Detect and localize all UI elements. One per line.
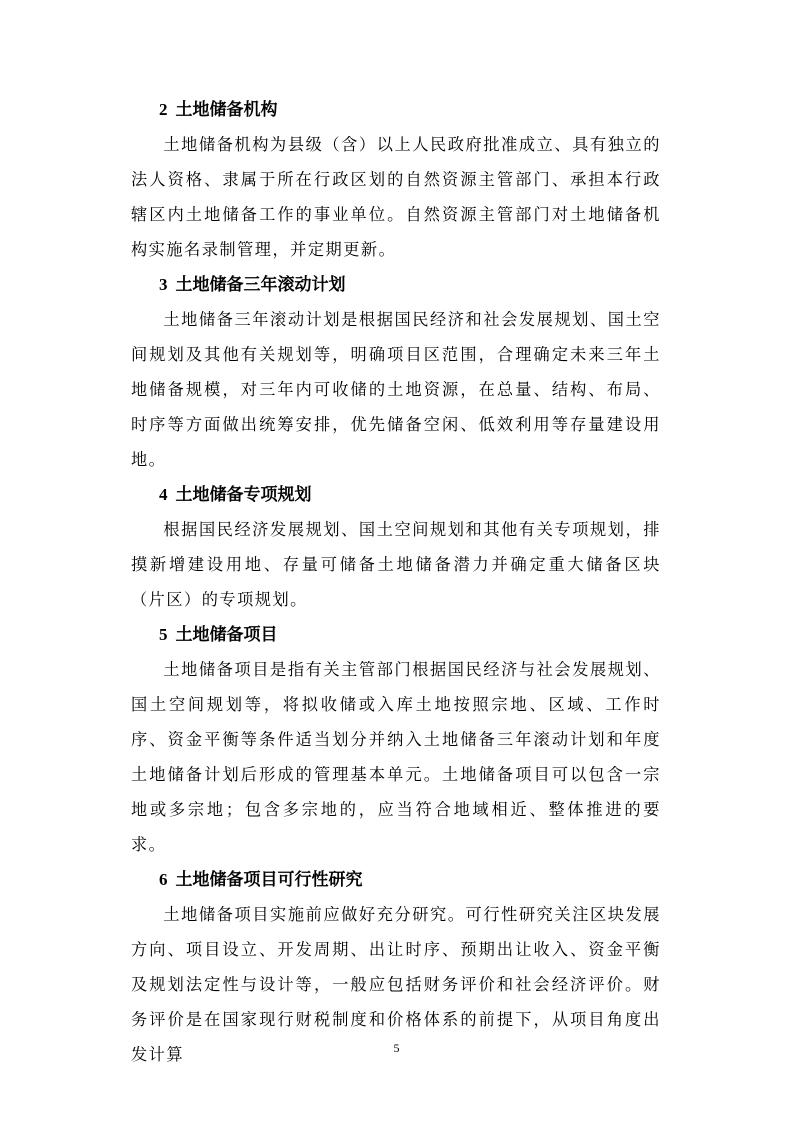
section-paragraph: 土地储备机构为县级（含）以上人民政府批准成立、具有独立的法人资格、隶属于所在行政区划的自然资源主管部门、承担本行政辖区内土地储备工作的事业单位。自然资源主管部门对土地储备机构实施名录制管理，并定期更新。	[131, 135, 661, 259]
section-title: 土地储备专项规划	[175, 485, 312, 505]
document-body	[131, 92, 661, 1072]
section-paragraph: 土地储备三年滚动计划是根据国民经济和社会发展规划、国土空间规划及其他有关规划等，明确项目区范围，合理确定未来三年土地储备规模，对三年内可收储的土地资源，在总量、结构、布局、时序等方面做出统筹安排，优先储备空闲、低效利用等存量建设用地。	[131, 310, 661, 469]
section-title: 土地储备项目	[175, 625, 278, 645]
section-heading-4	[131, 477, 661, 512]
section-number: 2	[159, 100, 168, 119]
section-title: 土地储备机构	[175, 100, 278, 120]
section-paragraph: 土地储备项目是指有关主管部门根据国民经济与社会发展规划、国土空间规划等，将拟收储或入库土地按照宗地、区域、工作时序、资金平衡等条件适当划分并纳入土地储备三年滚动计划和年度土地储备计划后形成的管理基本单元。土地储备项目可以包含一宗地或多宗地；包含多宗地的，应当符合地域相近、整体推进的要求。	[131, 660, 661, 854]
section-number: 6	[159, 870, 168, 889]
section-number: 3	[159, 275, 168, 294]
section-title: 土地储备三年滚动计划	[175, 275, 346, 295]
section-paragraph: 根据国民经济发展规划、国土空间规划和其他有关专项规划，排摸新增建设用地、存量可储备土地储备潜力并确定重大储备区块（片区）的专项规划。	[131, 520, 661, 609]
section-paragraph: 土地储备项目实施前应做好充分研究。可行性研究关注区块发展方向、项目设立、开发周期、出让时序、预期出让收入、资金平衡及规划法定性与设计等，一般应包括财务评价和社会经济评价。财务评价是在国家现行财税制度和价格体系的前提下，从项目角度出发计算	[131, 905, 661, 1064]
section-heading-5	[131, 617, 661, 652]
section-number: 4	[159, 485, 168, 504]
page-number: 5	[393, 1041, 400, 1055]
section-title: 土地储备项目可行性研究	[175, 870, 363, 890]
section-heading-3	[131, 267, 661, 302]
section-number: 5	[159, 625, 168, 644]
section-heading-6	[131, 862, 661, 897]
section-heading-2	[131, 92, 661, 127]
